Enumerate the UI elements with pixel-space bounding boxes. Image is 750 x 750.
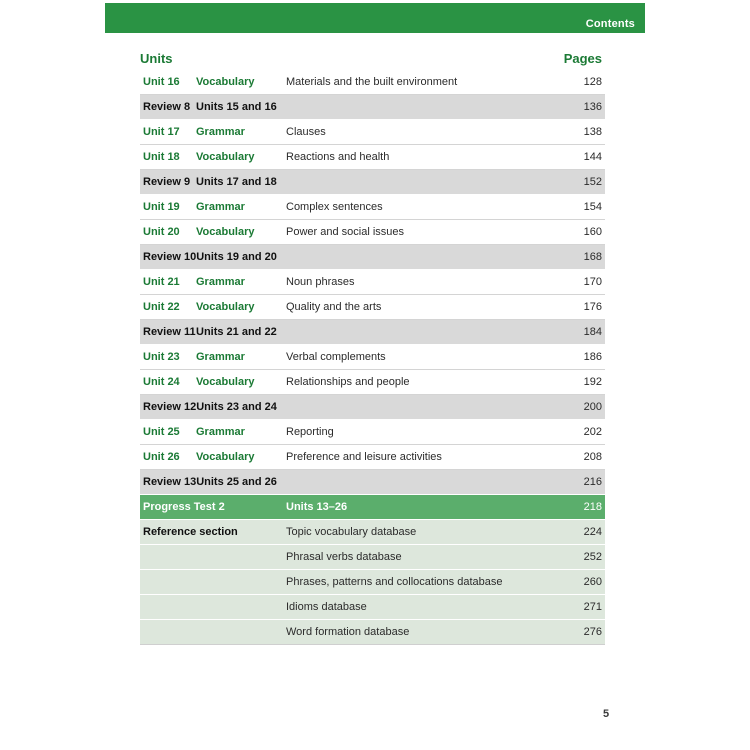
row-title: Relationships and people [286,376,410,388]
table-row[interactable] [140,220,605,245]
row-page-number: 136 [583,101,602,113]
row-unit-label: Review 11 [143,326,196,338]
table-row[interactable] [140,195,605,220]
row-unit-label: Unit 23 [143,351,180,363]
row-title: Phrasal verbs database [286,551,402,563]
row-section-label: Progress Test 2 [143,501,225,513]
page-number-folio: 5 [602,708,610,720]
row-category-label: Vocabulary [196,226,255,238]
row-page-number: 128 [583,76,602,88]
row-page-number: 252 [583,551,602,563]
row-page-number: 176 [583,301,602,313]
row-page-number: 170 [583,276,602,288]
row-title: Verbal complements [286,351,386,363]
row-title: Complex sentences [286,201,383,213]
row-unit-label: Unit 21 [143,276,180,288]
table-row[interactable] [140,120,605,145]
row-unit-label: Review 8 [143,101,191,113]
row-page-number: 152 [583,176,602,188]
table-header-row [140,44,605,66]
row-title: Preference and leisure activities [286,451,442,463]
row-category-label: Grammar [196,201,245,213]
row-unit-label: Review 12 [143,401,197,413]
row-page-number: 192 [583,376,602,388]
row-category-label: Units 19 and 20 [196,251,277,263]
row-category-label: Vocabulary [196,376,255,388]
row-page-number: 184 [583,326,602,338]
table-row[interactable] [140,345,605,370]
row-page-number: 208 [583,451,602,463]
row-page-number: 200 [583,401,602,413]
table-of-contents [140,44,605,645]
row-category-label: Vocabulary [196,76,255,88]
row-title: Units 13–26 [286,501,348,513]
row-page-number: 160 [583,226,602,238]
row-page-number: 186 [583,351,602,363]
row-category-label: Grammar [196,276,245,288]
row-unit-label: Unit 17 [143,126,180,138]
table-row[interactable] [140,295,605,320]
row-unit-label: Unit 18 [143,151,180,163]
table-row[interactable] [140,170,605,195]
row-unit-label: Unit 24 [143,376,180,388]
table-row[interactable] [140,95,605,120]
table-row[interactable] [140,470,605,495]
row-title: Reporting [286,426,334,438]
row-category-label: Vocabulary [196,151,255,163]
row-page-number: 168 [583,251,602,263]
row-category-label: Units 25 and 26 [196,476,277,488]
row-category-label: Units 17 and 18 [196,176,277,188]
table-row[interactable] [140,370,605,395]
page-header-bar [105,3,645,33]
row-page-number: 138 [583,126,602,138]
row-page-number: 276 [583,626,602,638]
table-row[interactable] [140,495,605,520]
table-row[interactable] [140,620,605,645]
row-unit-label: Review 13 [143,476,197,488]
row-category-label: Units 15 and 16 [196,101,277,113]
table-row[interactable] [140,145,605,170]
row-page-number: 224 [583,526,602,538]
table-row[interactable] [140,520,605,545]
row-unit-label: Review 10 [143,251,197,263]
row-title: Clauses [286,126,326,138]
row-unit-label: Review 9 [143,176,191,188]
row-unit-label: Unit 16 [143,76,180,88]
table-row[interactable] [140,595,605,620]
row-page-number: 216 [583,476,602,488]
row-category-label: Units 23 and 24 [196,401,277,413]
row-title: Topic vocabulary database [286,526,417,538]
row-title: Power and social issues [286,226,405,238]
table-row[interactable] [140,545,605,570]
table-row[interactable] [140,395,605,420]
row-page-number: 271 [583,601,602,613]
row-title: Materials and the built environment [286,76,458,88]
row-category-label: Grammar [196,351,245,363]
row-section-label: Reference section [143,526,238,538]
row-category-label: Vocabulary [196,451,255,463]
row-unit-label: Unit 22 [143,301,180,313]
row-unit-label: Unit 20 [143,226,180,238]
row-page-number: 218 [583,501,602,513]
row-page-number: 260 [583,576,602,588]
row-page-number: 144 [583,151,602,163]
row-unit-label: Unit 19 [143,201,180,213]
row-title: Quality and the arts [286,301,382,313]
table-row[interactable] [140,70,605,95]
row-category-label: Units 21 and 22 [196,326,277,338]
row-category-label: Grammar [196,126,245,138]
header-title: Contents [585,18,635,30]
row-title: Idioms database [286,601,367,613]
table-row[interactable] [140,570,605,595]
row-page-number: 202 [583,426,602,438]
table-row[interactable] [140,445,605,470]
table-row[interactable] [140,245,605,270]
column-header-pages: Pages [563,51,602,66]
table-row[interactable] [140,320,605,345]
column-header-units: Units [140,51,173,66]
table-row[interactable] [140,420,605,445]
row-page-number: 154 [583,201,602,213]
row-unit-label: Unit 25 [143,426,180,438]
table-body [140,70,605,645]
row-category-label: Grammar [196,426,245,438]
row-title: Phrases, patterns and collocations database [286,576,503,588]
row-unit-label: Unit 26 [143,451,180,463]
row-title: Noun phrases [286,276,355,288]
table-row[interactable] [140,270,605,295]
row-title: Reactions and health [286,151,390,163]
row-title: Word formation database [286,626,410,638]
row-category-label: Vocabulary [196,301,255,313]
